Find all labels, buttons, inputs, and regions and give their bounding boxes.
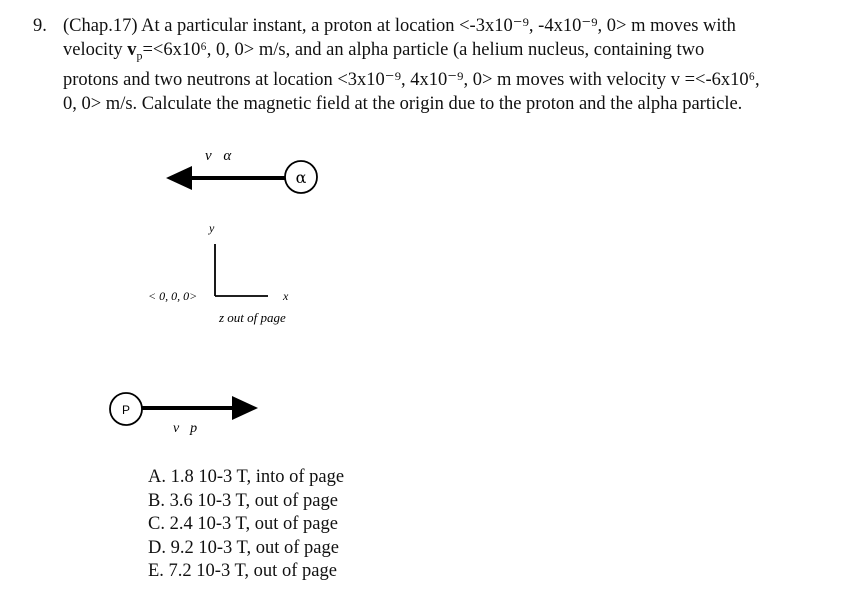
choice-c: C. 2.4 10-3 T, out of page [148,514,338,534]
proton-symbol: P [121,403,131,417]
question-line-2-post: =<6x10⁶, 0, 0> m/s, and an alpha particle (a helium nucleus, containing two [142,40,705,60]
choice-e: E. 7.2 10-3 T, out of page [148,561,337,581]
proton-velocity-label: v⃗p [173,421,198,436]
origin-label: < 0, 0, 0> [148,289,198,303]
choice-b: B. 3.6 10-3 T, out of page [148,490,338,511]
question-line-3: protons and two neutrons at location <3x10⁻⁹, 4x10⁻⁹, 0> m moves with velocity v =<-6x10⁶, [63,69,760,90]
question-line-1: (Chap.17) At a particular instant, a proton at location <-3x10⁻⁹, -4x10⁻⁹, 0> m moves with [63,16,736,36]
choice-a: A. 1.8 10-3 T, into of page [148,467,345,487]
velocity-subscript: p [136,48,143,63]
coordinate-axes [215,244,268,296]
velocity-symbol: v [127,40,137,60]
answer-choices [148,466,344,584]
alpha-velocity-label: v⃗α [205,148,232,164]
question-line-4: 0, 0> m/s. Calculate the magnetic field at the origin due to the proton and the alpha particle. [63,93,743,114]
proton-particle [110,393,142,425]
question-number: 9. [33,16,47,36]
proton-velocity-arrow [142,396,258,420]
x-axis-label: x [283,289,289,303]
question-line-2-pre: velocity [63,40,128,60]
choice-d: D. 9.2 10-3 T, out of page [148,537,339,558]
z-axis-label: z out of page [219,310,286,325]
alpha-velocity-arrow [166,166,285,190]
y-axis-label: y [209,221,215,235]
alpha-particle [285,161,317,193]
alpha-symbol: α [295,168,307,187]
